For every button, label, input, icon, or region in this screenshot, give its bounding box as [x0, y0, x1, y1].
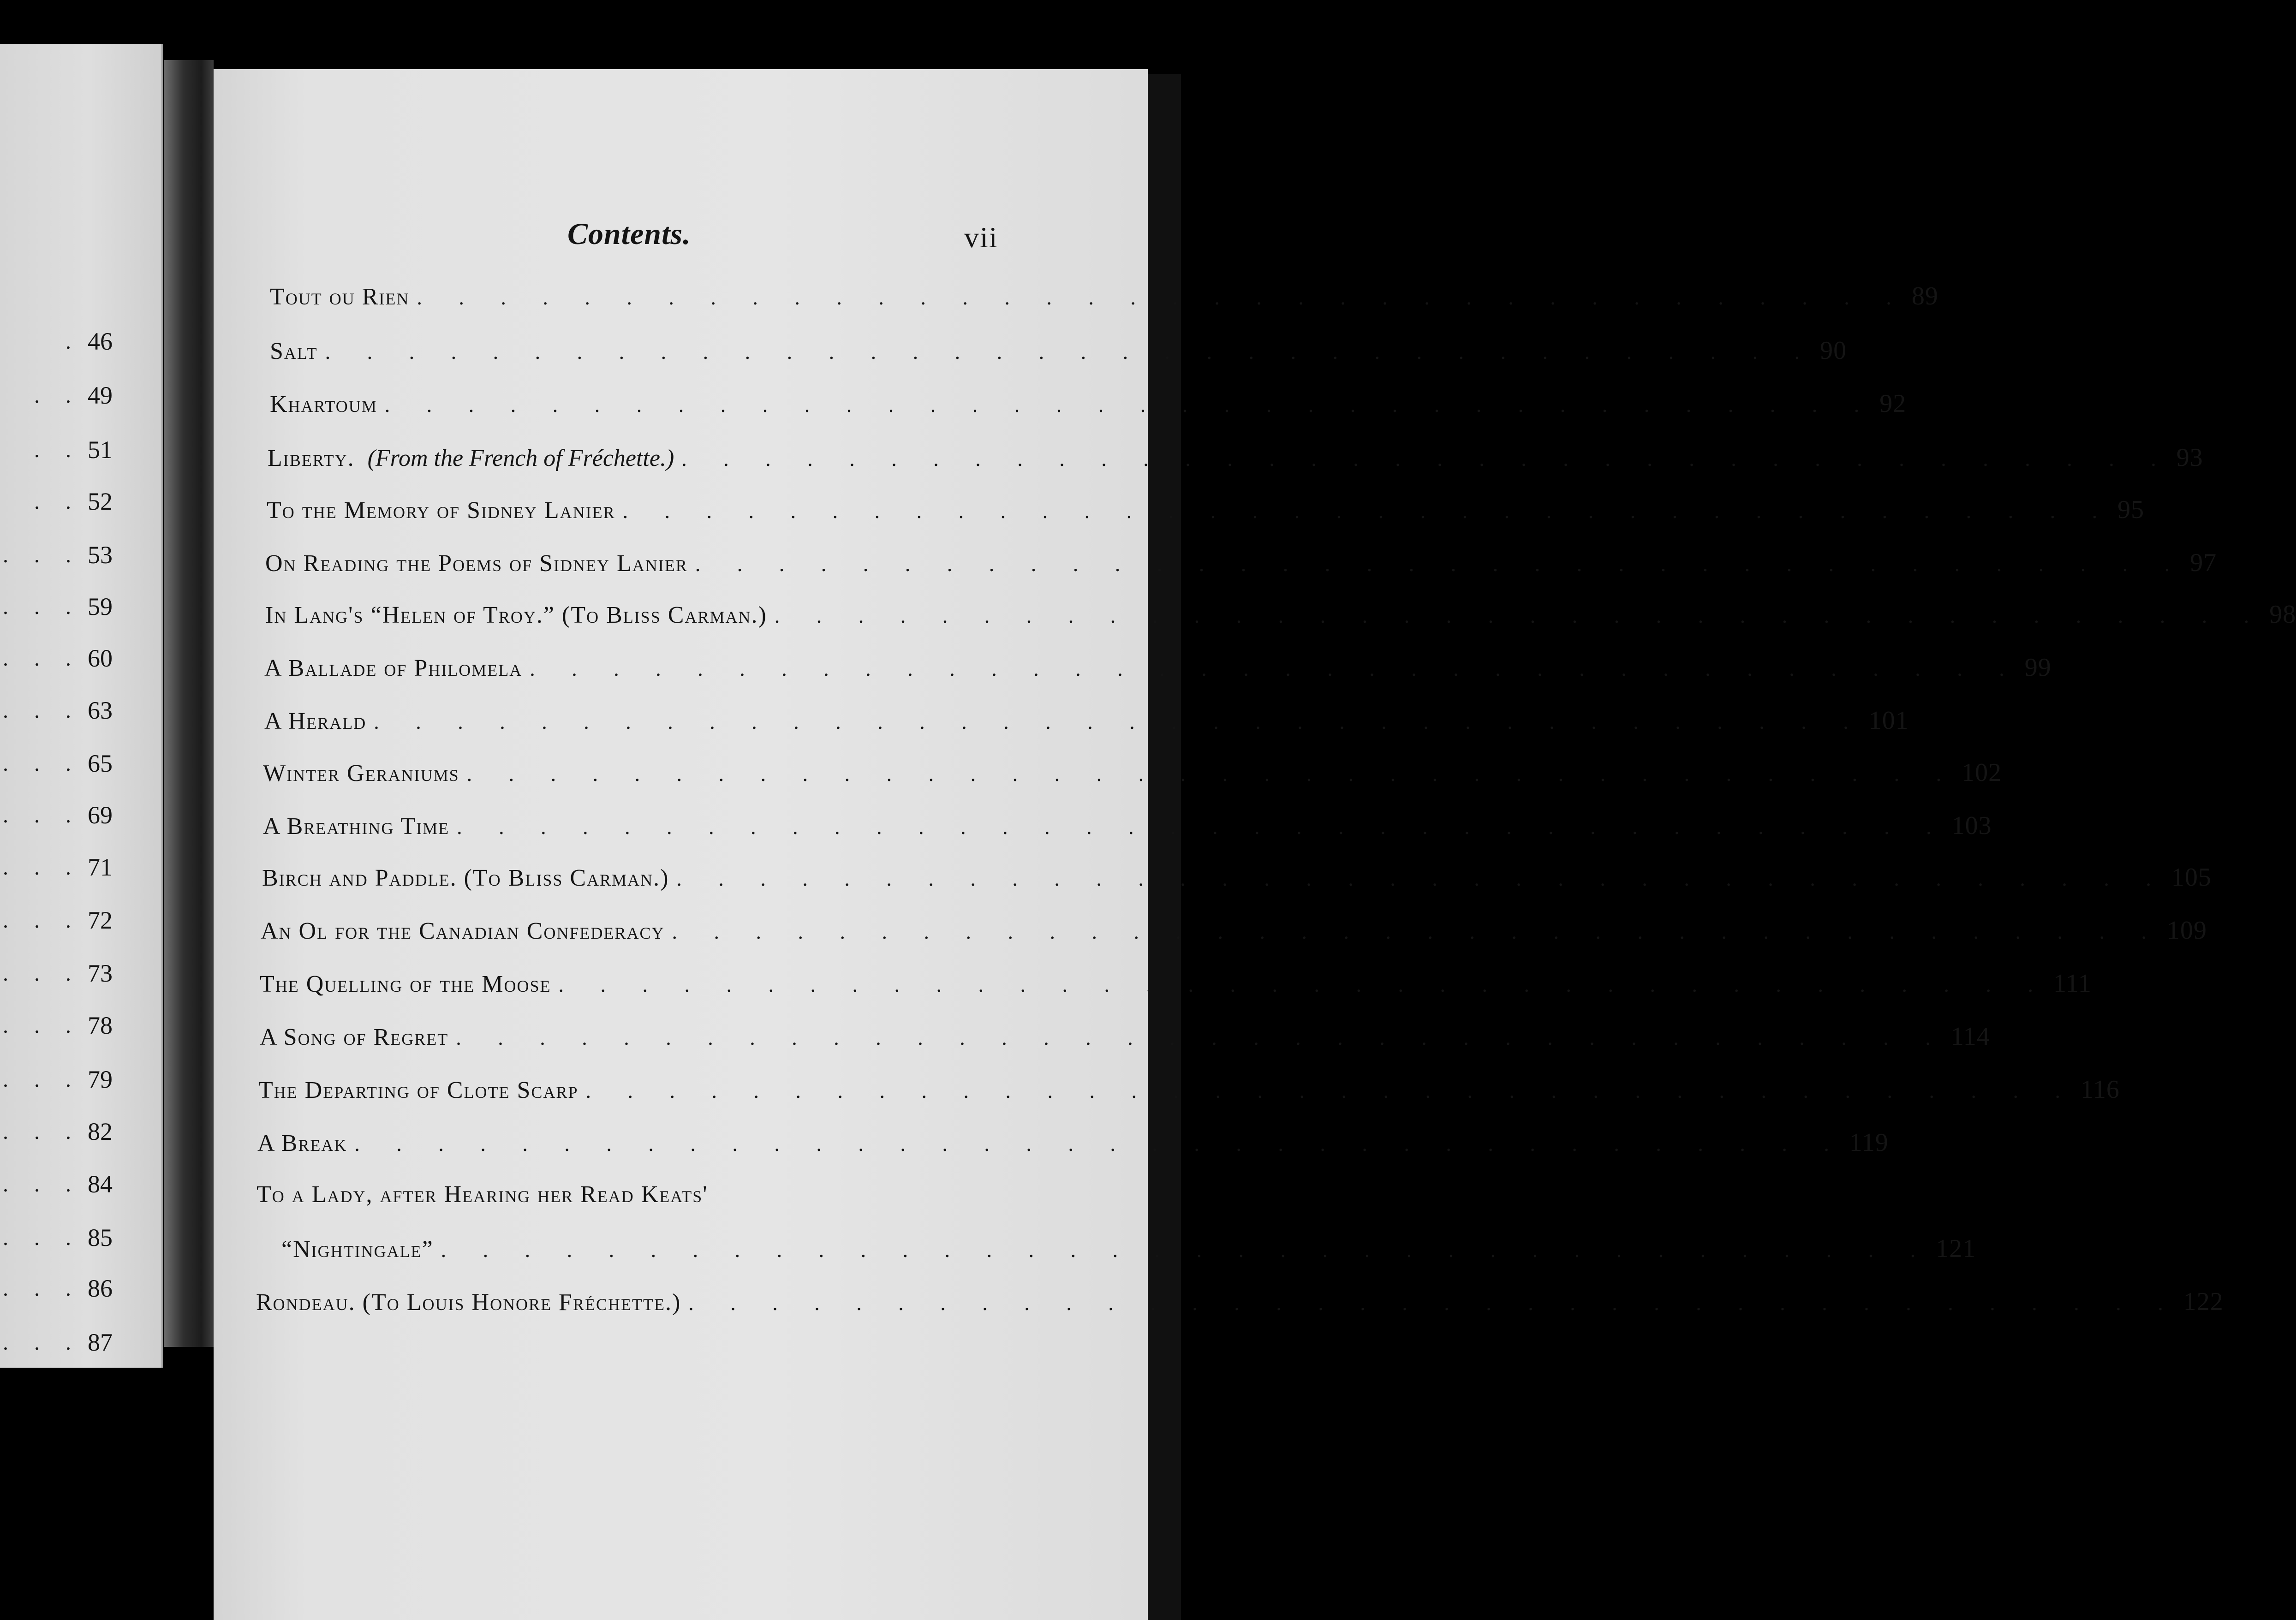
leader-dots: . . . — [3, 961, 81, 986]
leader-dots: . . . . . . . . . . . . . . . . . . . . . . . . . . . . . . . . . . . . — [676, 867, 2167, 890]
contents-entry — [281, 1234, 1976, 1275]
entry-title: Birch and Paddle. (To Bliss Carman.) — [262, 865, 669, 891]
left-page-number: 46 — [88, 328, 113, 355]
leader-dots: . . . — [3, 1172, 81, 1197]
left-page-row — [0, 1324, 120, 1361]
contents-entry — [263, 811, 1992, 852]
leader-dots: . . . . . . . . . . . . . . . . . . . . . . . . . . . . . . . . . . . . — [585, 1079, 2076, 1102]
leader-dots: . . . — [3, 1067, 81, 1092]
entry-page-number: 119 — [1849, 1128, 1889, 1157]
left-page-row — [0, 483, 120, 520]
left-page-number: 63 — [88, 697, 113, 724]
leader-dots: . . . — [3, 542, 81, 567]
entry-title: Liberty. — [268, 445, 355, 471]
contents-entry — [265, 600, 2296, 641]
left-page-row — [0, 1166, 120, 1203]
left-page-row — [0, 323, 120, 360]
entry-title: In Lang's “Helen of Troy.” (To Bliss Carman.) — [265, 602, 767, 628]
leader-dots: . . . — [3, 1276, 81, 1301]
left-page-row — [0, 1113, 120, 1150]
leader-dots: . . . — [3, 1225, 81, 1250]
contents-entry — [257, 1128, 1889, 1169]
entry-page-number: 89 — [1911, 282, 1938, 310]
left-page-row — [0, 640, 120, 677]
folio: vii — [964, 221, 998, 254]
leader-dots: . . — [34, 383, 81, 408]
left-page-row — [0, 1061, 120, 1098]
left-page-row — [0, 1270, 120, 1307]
contents-entry — [261, 916, 2207, 957]
entry-title: Rondeau. (To Louis Honore Fréchette.) — [256, 1289, 681, 1316]
left-page-row — [0, 536, 120, 573]
entry-page-number: 103 — [1951, 811, 1992, 840]
entry-title: Salt — [270, 338, 318, 364]
contents-entry — [258, 1075, 2120, 1116]
entry-page-number: 114 — [1950, 1022, 1990, 1051]
contents-entry — [264, 653, 2051, 694]
left-page-row — [0, 1219, 120, 1256]
left-page-number: 65 — [88, 750, 113, 777]
left-page — [0, 44, 163, 1368]
entry-title: A Ballade of Philomela — [264, 655, 523, 681]
entry-title: Tout ou Rien — [270, 284, 410, 310]
left-page-number: 52 — [88, 488, 113, 515]
leader-dots: . . . . . . . . . . . . . . . . . . . . . . . . . . . . . . . . . . . . — [354, 1132, 1845, 1155]
left-page-number: 71 — [88, 853, 113, 881]
entry-page-number: 105 — [2171, 863, 2212, 892]
left-page-number: 59 — [88, 593, 113, 620]
contents-entry — [260, 1022, 1990, 1063]
book-gutter — [164, 60, 214, 1347]
left-page-row — [0, 1007, 120, 1044]
leader-dots: . . . . . . . . . . . . . . . . . . . . . . . . . . . . . . . . . . . . — [695, 552, 2186, 576]
entry-title: Winter Geraniums — [263, 760, 459, 786]
leader-dots: . . . . . . . . . . . . . . . . . . . . . . . . . . . . . . . . . . . . — [457, 815, 1947, 839]
entry-title: To the Memory of Sidney Lanier — [267, 497, 615, 524]
contents-entry — [270, 281, 1938, 323]
leader-dots: . . . — [3, 1330, 81, 1355]
left-page-number: 78 — [88, 1012, 113, 1039]
entry-title: An Ol for the Canadian Confederacy — [261, 918, 665, 944]
entry-title: A Herald — [264, 708, 367, 734]
contents-entry — [262, 863, 2212, 904]
contents-entry — [264, 706, 1909, 747]
leader-dots: . . — [34, 437, 81, 462]
leader-dots: . . . . . . . . . . . . . . . . . . . . . . . . . . . . . . . . . . . . — [681, 447, 2172, 471]
left-page-number: 84 — [88, 1170, 113, 1198]
leader-dots: . . . — [3, 594, 81, 619]
leader-dots: . . . — [3, 1119, 81, 1144]
entry-page-number: 92 — [1879, 389, 1907, 418]
entry-title: A Song of Regret — [260, 1024, 449, 1050]
left-page-number: 53 — [88, 541, 113, 569]
left-page-number: 51 — [88, 436, 113, 464]
entry-page-number: 93 — [2176, 443, 2203, 472]
left-page-number: 73 — [88, 959, 113, 987]
leader-dots: . . . . . . . . . . . . . . . . . . . . . . . . . . . . . . . . . . . . — [558, 973, 2049, 996]
leader-dots: . . . — [3, 646, 81, 671]
leader-dots: . . . . . . . . . . . . . . . . . . . . . . . . . . . . . . . . . . . . — [622, 499, 2113, 523]
left-page-row — [0, 377, 120, 414]
entry-page-number: 98 — [2269, 600, 2296, 629]
contents-entry — [260, 969, 2092, 1010]
entry-title: On Reading the Poems of Sidney Lanier — [265, 550, 688, 577]
leader-dots: . . . — [3, 803, 81, 828]
entry-page-number: 121 — [1936, 1234, 1976, 1263]
leader-dots: . . . . . . . . . . . . . . . . . . . . . . . . . . . . . . . . . . . . — [325, 340, 1816, 363]
entry-page-number: 109 — [2166, 916, 2207, 945]
left-page-number: 82 — [88, 1118, 113, 1145]
contents-entry — [267, 495, 2145, 536]
left-page-number: 86 — [88, 1275, 113, 1302]
entry-title: A Break — [257, 1130, 347, 1156]
entry-page-number: 95 — [2117, 495, 2145, 524]
contents-entry — [256, 1181, 996, 1222]
left-page-row — [0, 797, 120, 834]
left-page-number: 49 — [88, 381, 113, 409]
leader-dots: . . . . . . . . . . . . . . . . . . . . . . . . . . . . . . . . . . . . — [374, 710, 1864, 733]
leader-dots: . . . . . . . . . . . . . . . . . . . . . . . . . . . . . . . . . . . . — [530, 657, 2020, 680]
left-page-number: 85 — [88, 1224, 113, 1251]
left-page-number: 69 — [88, 801, 113, 829]
entry-title: A Breathing Time — [263, 813, 450, 840]
left-page-number: 79 — [88, 1066, 113, 1093]
entry-note: (From the French of Fréchette.) — [367, 445, 674, 471]
leader-dots: . . . — [3, 1013, 81, 1038]
leader-dots: . . . . . . . . . . . . . . . . . . . . . . . . . . . . . . . . . . . . — [774, 604, 2265, 627]
entry-page-number: 102 — [1962, 758, 2002, 787]
entry-title: “Nightingale” — [281, 1236, 434, 1263]
entry-page-number: 97 — [2190, 548, 2217, 577]
leader-dots: . . . — [3, 855, 81, 880]
left-page-number: 87 — [88, 1328, 113, 1356]
left-page-row — [0, 588, 120, 625]
leader-dots: . . . . . . . . . . . . . . . . . . . . . . . . . . . . . . . . . . . . — [466, 762, 1957, 786]
entry-title: The Quelling of the Moose — [260, 971, 551, 997]
leader-dots: . . . . . . . . . . . . . . . . . . . . . . . . . . . . . . . . . . . . — [688, 1291, 2179, 1315]
leader-dots: . — [66, 329, 81, 354]
left-page-row — [0, 849, 120, 886]
leader-dots: . . . . . . . . . . . . . . . . . . . . . . . . . . . . . . . . . . . . — [417, 286, 1907, 309]
left-page-row — [0, 692, 120, 729]
leader-dots: . . . — [3, 908, 81, 933]
entry-page-number: 90 — [1820, 336, 1847, 365]
leader-dots: . . . . . . . . . . . . . . . . . . . . . . . . . . . . . . . . . . . . — [441, 1238, 1932, 1262]
leader-dots: . . . — [3, 751, 81, 776]
entry-title: The Departing of Clote Scarp — [258, 1077, 578, 1103]
entry-title: Khartoum — [270, 391, 377, 417]
contents-entry — [268, 443, 2203, 484]
entry-title: To a Lady, after Hearing her Read Keats' — [256, 1181, 708, 1208]
running-title: Contents. — [567, 217, 691, 251]
left-page-row — [0, 745, 120, 782]
contents-entry — [270, 389, 1907, 430]
left-page-number: 72 — [88, 906, 113, 934]
entry-page-number: 111 — [2053, 969, 2092, 998]
entry-page-number: 116 — [2080, 1075, 2120, 1104]
left-page-row — [0, 902, 120, 939]
left-page-row — [0, 955, 120, 992]
entry-page-number: 99 — [2024, 653, 2051, 682]
entry-page-number: 101 — [1868, 706, 1909, 735]
contents-entry — [263, 758, 2002, 799]
leader-dots: . . . . . . . . . . . . . . . . . . . . . . . . . . . . . . . . . . . . — [672, 920, 2162, 943]
leader-dots: . . . . . . . . . . . . . . . . . . . . . . . . . . . . . . . . . . . . — [456, 1026, 1946, 1049]
leader-dots: . . . — [3, 698, 81, 723]
contents-entry — [256, 1287, 2224, 1328]
contents-entry — [270, 336, 1847, 377]
left-page-row — [0, 431, 120, 468]
contents-entry — [265, 548, 2217, 590]
leader-dots: . . — [34, 489, 81, 514]
left-page-number: 60 — [88, 644, 113, 672]
leader-dots: . . . . . . . . . . . . . . . . . . . . . . . . . . . . . . . . . . . . — [384, 393, 1875, 417]
entry-page-number: 122 — [2183, 1287, 2224, 1316]
